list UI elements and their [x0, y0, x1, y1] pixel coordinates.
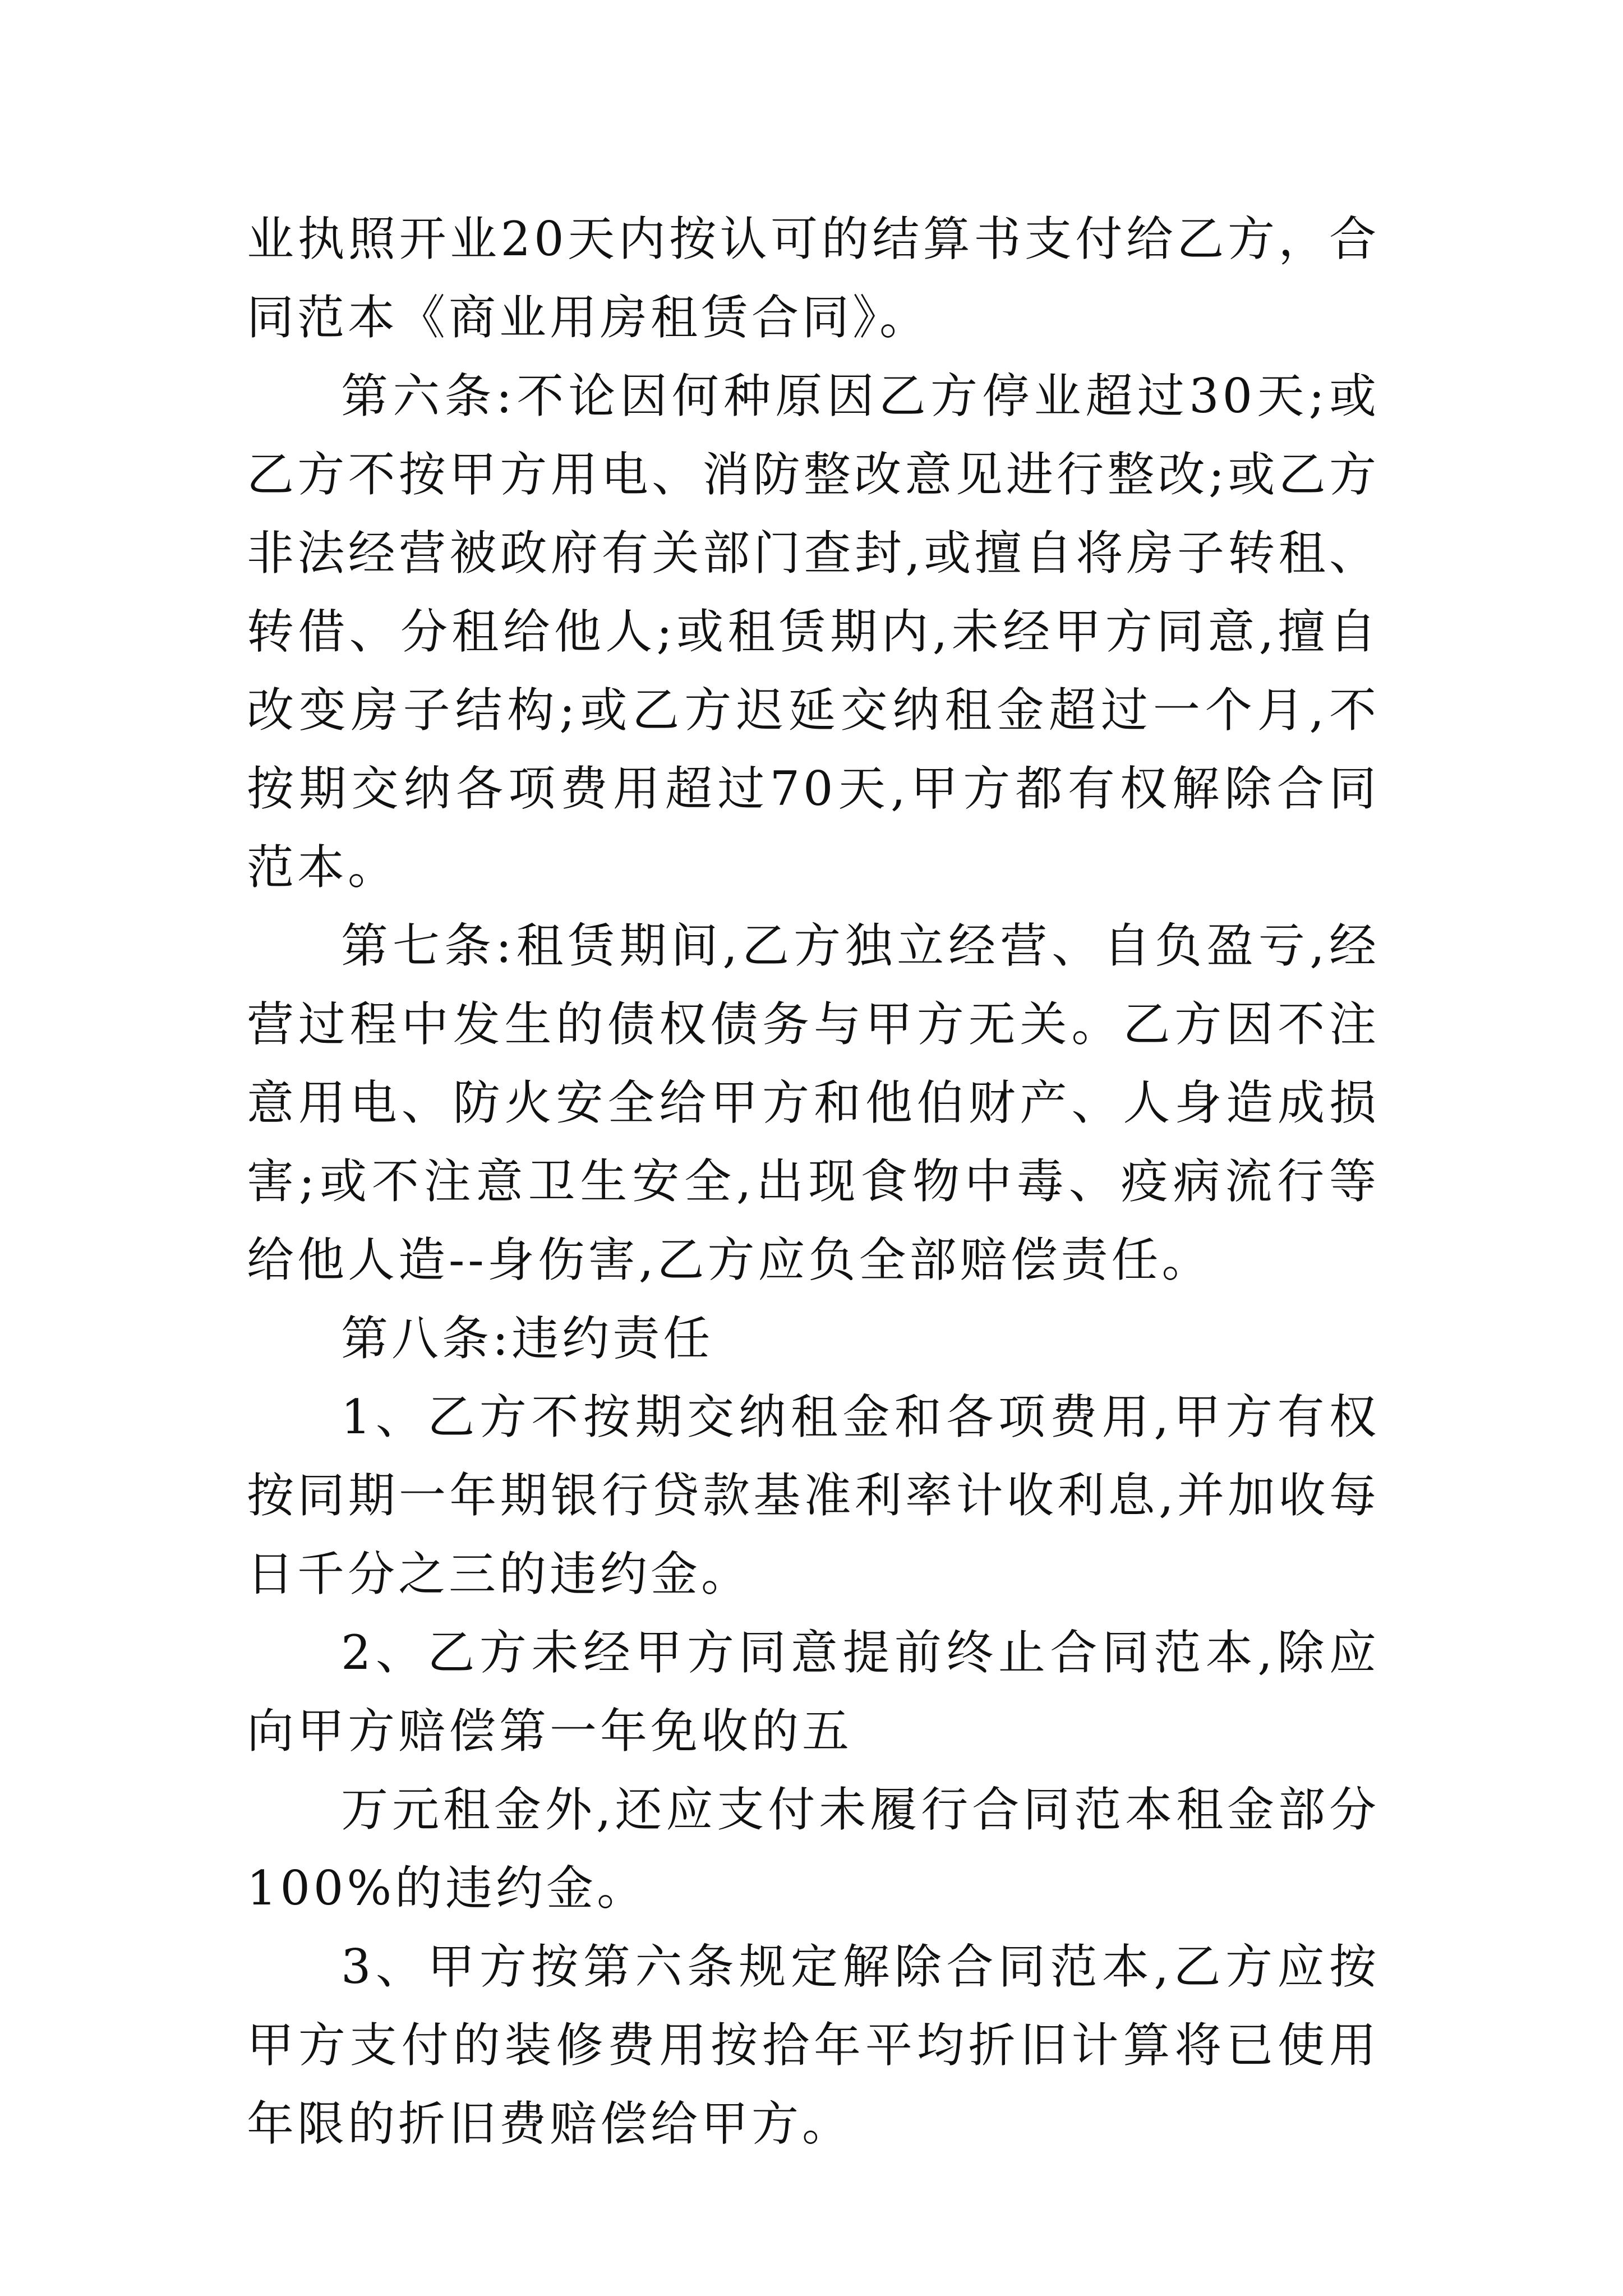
paragraph-clause-3: 3、甲方按第六条规定解除合同范本,乙方应按甲方支付的装修费用按拾年平均折旧计算将已使用年限的折旧费赔偿给甲方。 — [247, 1939, 1380, 2151]
paragraph-clause-2: 2、乙方未经甲方同意提前终止合同范本,除应向甲方赔偿第一年免收的五 — [247, 1625, 1380, 1759]
paragraph-article-7: 第七条:租赁期间,乙方独立经营、自负盈亏,经营过程中发生的债权债务与甲方无关。乙方因不注意用电、防火安全给甲方和他伯财产、人身造成损害;或不注意卫生安全,出现食物中毒、疫病流行等给他人造--身伤害,乙方应负全部赔偿责任。 — [247, 918, 1380, 1287]
paragraph-continuation: 业执照开业20天内按认可的结算书支付给乙方，合同范本《商业用房租赁合同》。 — [247, 211, 1380, 345]
paragraph-clause-1: 1、乙方不按期交纳租金和各项费用,甲方有权按同期一年期银行贷款基准利率计收利息,并加收每日千分之三的违约金。 — [247, 1389, 1380, 1602]
paragraph-clause-2-continued: 万元租金外,还应支付未履行合同范本租金部分100%的违约金。 — [247, 1782, 1380, 1916]
document-body — [247, 200, 1380, 2163]
paragraph-article-8-heading: 第八条:违约责任 — [341, 1311, 714, 1366]
paragraph-article-6: 第六条:不论因何种原因乙方停业超过30天;或乙方不按甲方用电、消防整改意见进行整改;或乙方非法经营被政府有关部门查封,或擅自将房子转租、转借、分租给他人;或租赁期内,未经甲方同意,擅自改变房子结构;或乙方迟延交纳租金超过一个月,不按期交纳各项费用超过70天,甲方都有权解除合同范本。 — [247, 369, 1380, 895]
